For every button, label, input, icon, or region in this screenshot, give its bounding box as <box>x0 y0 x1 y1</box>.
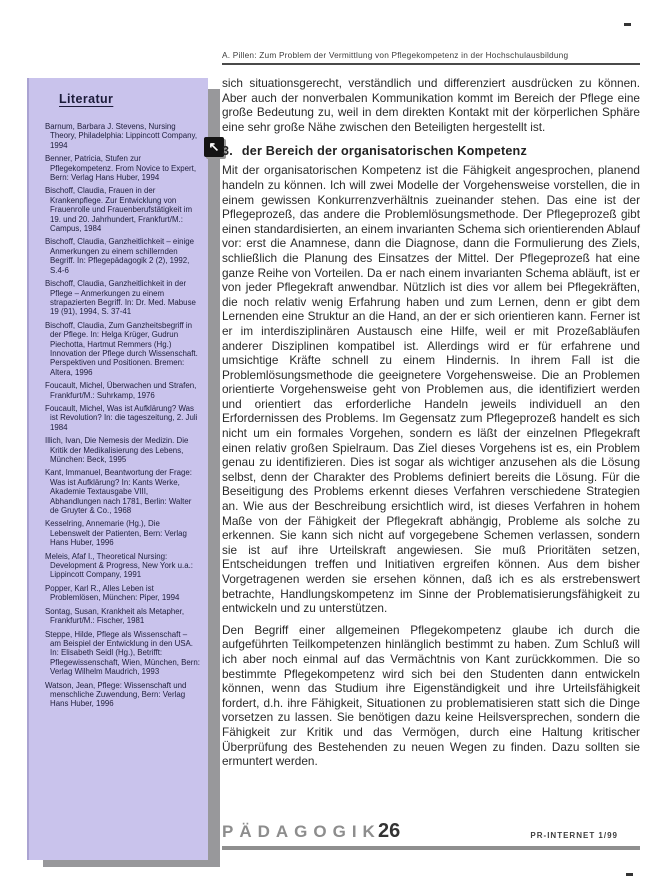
page-number: 26 <box>378 820 401 842</box>
article-column <box>222 50 640 776</box>
reference-item: Illich, Ivan, Die Nemesis der Medizin. Die Kritik der Medikalisierung des Lebens, München: Beck, 1995 <box>45 436 189 464</box>
reference-list <box>45 122 200 709</box>
reference-item: Barnum, Barbara J. Stevens, Nursing Theory, Philadelphia: Lippincott Company, 1994 <box>45 122 198 150</box>
reference-item: Bischoff, Claudia, Zum Ganzheitsbegriff in der Pflege. In: Helga Krüger, Gudrun Piechotta, Hartmut Remmers (Hg.) Innovation der Pflege durch Wissenschaft. Perspektiven und Positionen. Bremen: Altera, 1996 <box>45 320 198 377</box>
reference-item: Foucault, Michel, Was ist Aufklärung? Was ist Revolution? In: die tageszeitung, 2. Juli 1984 <box>45 403 198 432</box>
paragraph-container <box>222 163 640 768</box>
reference-item: Sontag, Susan, Krankheit als Metapher, Frankfurt/M.: Fischer, 1981 <box>45 606 185 626</box>
return-arrow-icon <box>204 137 224 157</box>
reference-item: Popper, Karl R., Alles Leben ist Problemlösen, München: Piper, 1994 <box>45 583 180 603</box>
arrow-glyph: ↖ <box>208 139 220 154</box>
reference-item: Watson, Jean, Pflege: Wissenschaft und menschliche Zuwendung, Bern: Verlag Hans Huber, 1996 <box>45 680 187 709</box>
continuation-paragraph: sich situationsgerecht, verständlich und differenziert ausdrücken zu können. Aber auch der nonverbalen Kommunikation kommt im Bereich der Pflege eine große Bedeutung zu, weil in dem direkten Kontakt mit der körperlichen Sphäre eine sehr große Nähe zwischen den Beteiligten hergestellt ist. <box>222 76 640 134</box>
reference-item: Bischoff, Claudia, Ganzheitlichkeit – einige Anmerkungen zu einem schillernden Begriff. In: Pflegepädagogik 2 (2), 1992, S.4-6 <box>45 237 194 275</box>
issue-label: PR-INTERNET 1/99 <box>530 831 618 840</box>
running-header: A. Pillen: Zum Problem der Vermittlung von Pflegekompetenz in der Hochschulausbildung <box>222 50 640 65</box>
page-footer <box>222 816 640 850</box>
reference-item: Steppe, Hilde, Pflege als Wissenschaft – am Beispiel der Entwicklung in den USA. In: Elisabeth Seidl (Hg.), Betrifft: Pflegewissenschaft, Wien, München, Bern: Verlag Wilhelm Maudrich, 1993 <box>45 629 200 677</box>
reference-item: Kant, Immanuel, Beantwortung der Frage: Was ist Aufklärung? In: Kants Werke, Akademie Textausgabe VIII, Abhandlungen nach 1781, Berlin: Walter de Gruyter & Co., 1968 <box>45 468 192 516</box>
section-number: 3. <box>222 144 233 159</box>
section-heading <box>222 144 640 158</box>
reference-item: Bischoff, Claudia, Ganzheitlichkeit in der Pflege – Anmerkungen zu einem strapazierten Begriff. In: Dr. Med. Mabuse 19 (91), 1994, S. 37-41 <box>45 279 196 317</box>
scan-artifact-mark <box>624 23 631 26</box>
section-title: der Bereich der organisatorischen Kompetenz <box>241 144 527 159</box>
body-paragraph: Den Begriff einer allgemeinen Pflegekompetenz glaube ich durch die aufgeführten Teilkompetenzen hinlänglich bestimmt zu haben. Zum Schluß will ich aber noch einmal auf das Vermächtnis von Kant zurückkommen. Die so bestimmte Pflegekompetenz wird sich bei den Studenten dann entwickeln können, wenn das Studium ihre Eigenständigkeit und ihre Urteilsfähigkeit fordert, d.h. ihre Fähigkeit, Situationen zu problematisieren statt sich die Dinge vorsetzen zu lassen. Sie benötigen dazu keine Heilsversprechen, sondern die Fähigkeit zur Kritik und das Vermögen, durch eine Haltung kritischer Überprüfung des Bestehenden zu neuen Wegen zu finden. Dazu sollten sie ermuntert werden. <box>222 622 640 769</box>
body-paragraph: Mit der organisatorischen Kompetenz ist die Fähigkeit angesprochen, planend handeln zu können. Ich will zwei Modelle der Vorgehensweise vorstellen, die in einem gewissen Konkurrenzverhältnis zueinander stehen. Das eine ist der Pflegeprozeß, das andere die Problemlösungsmethode. Der Pflegeprozeß gibt einen standardisierten, an einem invarianten Schema sich orientierenden Ablauf vor: erst die Anamnese, dann die Diagnose, dann die Formulierung des Ziels, schließlich die Planung des Einsatzes der Mittel. Der Pflegeprozeß hat eine ganze Reihe von Vorteilen. Da er nach einem invarianten Schema abläuft, ist er von jeder Pflegekraft anwendbar. Nützlich ist dies vor allem bei Pflegekräften, die noch relativ wenig Erfahrung haben und zum Lernen, denn er gibt dem Lernenden eine Struktur an die Hand, an der er sich orientieren kann. Ferner ist er im interdisziplinären Austausch eine Hilfe, weil er mit Prozeßabläufen anderer Disziplinen kompatibel ist. Allerdings wird er für erfahrene und umsichtige Kräfte schnell zu einem Hindernis. In ihrem Fall ist die Problemlösungsmethode die geeignetere Vorgehensweise. Die an Problemen orientierte Vorgehensweise geht von Problemen aus, die identifiziert werden und orientiert das erforderliche Handeln jeweils individuell an den Erfordernissen des Problems. Im Gegensatz zum Pflegeprozeß handelt es sich nicht um ein formales Vorgehen, sondern es läßt der einzelnen Pflegekraft einen relativ großen Spielraum. Das Ziel dieses Vorgehens ist es, ein Problem genau zu identifizieren. Dies ist sogar als wichtiger anzusehen als die Lösung selbst, denn der Charakter des Problems definiert bereits die Lösung. Für die Beseitigung des Problems erkennt dieses Verfahren verschiedene Strategien an. Wie aus der Beschreibung ersichtlich wird, ist dieses Verfahren in hohem Maße von der Fähigkeit der Pflegekraft abhängig, Probleme als solche zu erkennen. Sie kann sich nicht auf vorgegebene Schemen verlassen, sondern sie ist auf ihre Urteilskraft angewiesen. Sie muß Prioritäten setzen, Entscheidungen treffen und Initiativen ergreifen können. Aus dem bisher Vorgetragenen werden sie ersehen können, daß ich es als erstrebenswert betrachte, Handlungskompetenz im Sinne der Problematisierungsfähigkeit zu entwickeln und zu unterstützen. <box>222 163 640 616</box>
reference-item: Kesselring, Annemarie (Hg.), Die Lebenswelt der Patienten, Bern: Verlag Hans Huber, 1996 <box>45 519 187 548</box>
reference-item: Foucault, Michel, Überwachen und Strafen, Frankfurt/M.: Suhrkamp, 1976 <box>45 381 197 400</box>
footer-rule <box>222 846 640 850</box>
reference-item: Bischoff, Claudia, Frauen in der Krankenpflege. Zur Entwicklung von Frauenrolle und Frauenberufstätigkeit im 19. und 20. Jahrhundert, Frankfurt/M.: Campus, 1984 <box>45 186 193 234</box>
literature-sidebar <box>27 78 208 860</box>
scan-artifact-mark <box>626 873 633 876</box>
literature-title: Literatur <box>59 92 114 106</box>
reference-item: Benner, Patricia, Stufen zur Pflegekompetenz. From Novice to Expert, Bern: Verlag Hans Huber, 1994 <box>45 154 197 183</box>
journal-section-label: PÄDAGOGIK <box>222 822 381 841</box>
reference-item: Meleis, Afaf I., Theoretical Nursing: Development & Progress, New York u.a.: Lippincott Company, 1991 <box>45 551 193 580</box>
